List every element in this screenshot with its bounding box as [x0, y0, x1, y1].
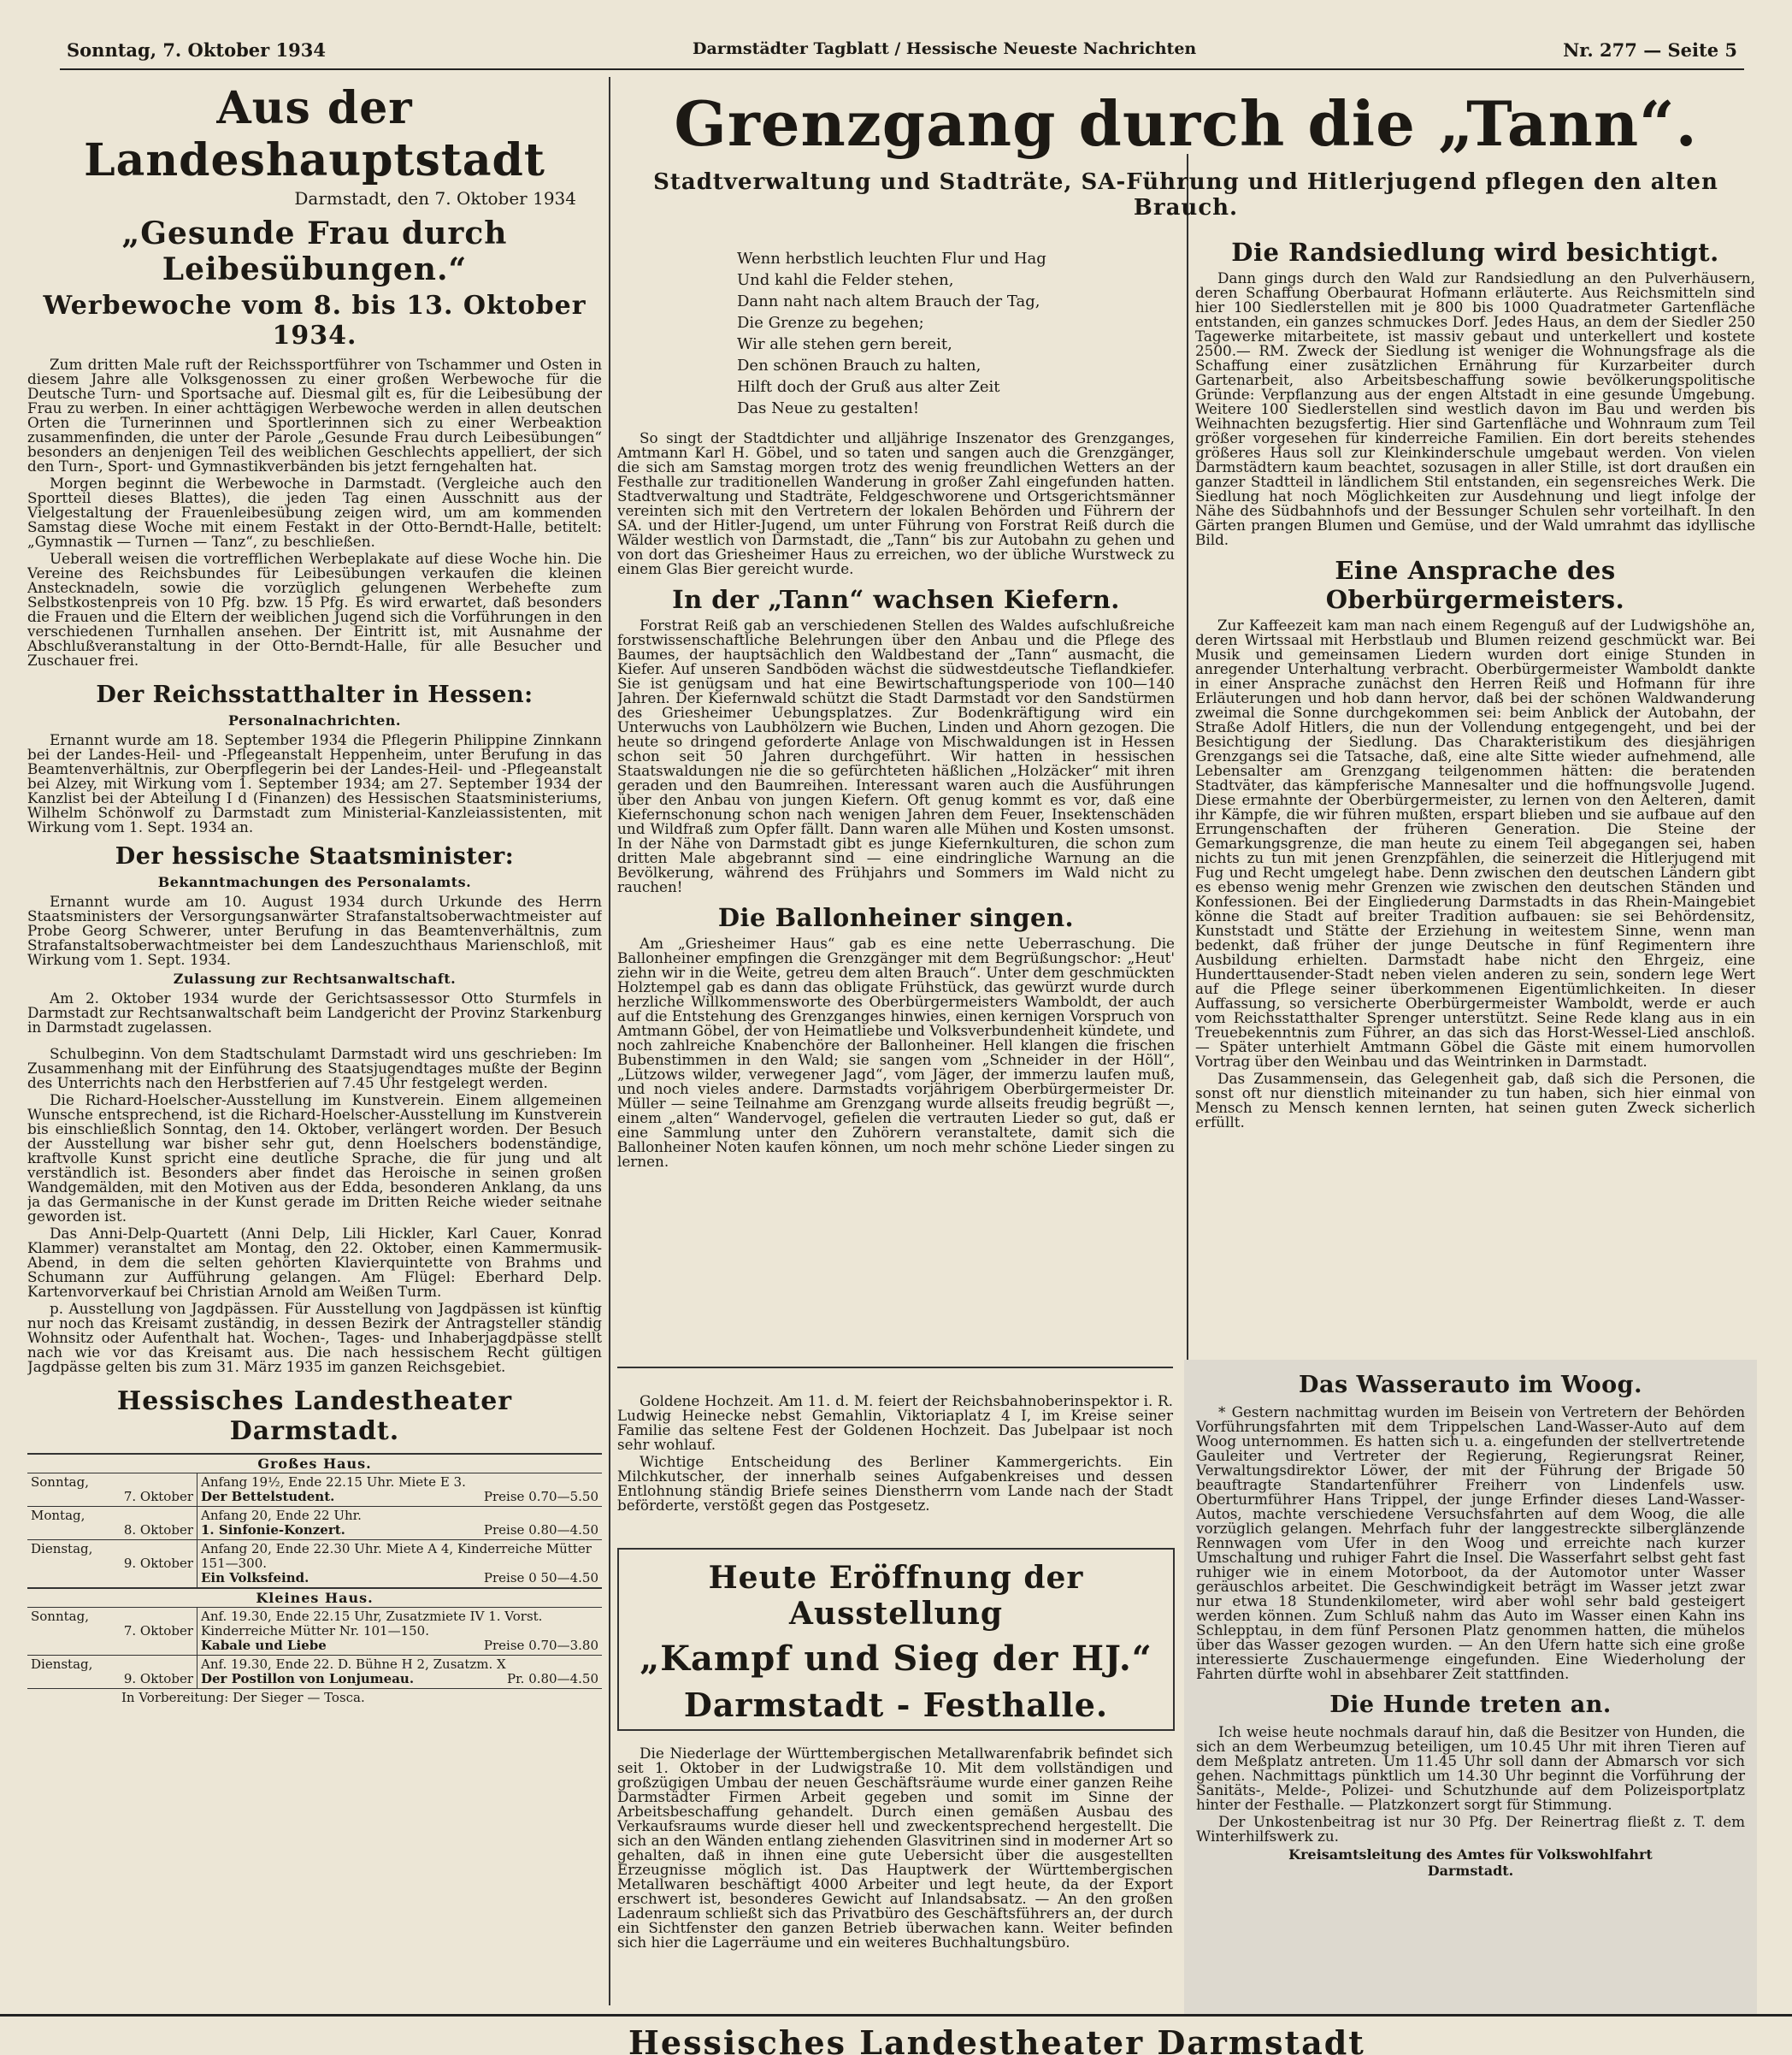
schedule-info: Anfang 20, Ende 22.30 Uhr. Miete A 4, Kinderreiche Mütter 151—300. — [201, 1541, 592, 1571]
main-subheadline: Stadtverwaltung und Stadträte, SA-Führung und Hitlerjugend pflegen den alten Brauch. — [653, 169, 1718, 221]
article-paragraph: Ueberall weisen die vortrefflichen Werbeplakate auf diese Woche hin. Die Vereine des Reichsbundes für Leibesübungen verkaufen die kleinen Anstecknadeln, sowie die vorzüglich gelungenen Werbehefte zum Selbstkostenpreis von 10 Pfg. bzw. 15 Pfg. Es wird erwartet, daß besonders die Frauen und die Eltern der weiblichen Jugend sich die Vorführungen in den verschiedenen Turnhallen ansehen. Der Eintritt ist, mit Ausnahme der Abschlußveranstaltung in der Otto-Berndt-Halle, für alle Besucher und Zuschauer frei. — [27, 550, 602, 669]
poem — [737, 248, 1175, 419]
article-paragraph: Schulbeginn. Von dem Stadtschulamt Darmstadt wird uns geschrieben: Im Zusammenhang mit der Einführung des Staatsjugendtages mußte der Beginn des Unterrichts nach den Herbstferien auf 7.45 Uhr festgelegt werden. — [27, 1045, 602, 1091]
schedule-day: Montag, — [31, 1508, 85, 1523]
schedule-play: Kabale und Liebe — [201, 1638, 327, 1653]
schedule-date: 7. Oktober — [123, 1623, 193, 1639]
article-metallwaren — [617, 1746, 1173, 2003]
heading-wasserauto: Das Wasserauto im Woog. — [1299, 1372, 1642, 1398]
article-paragraph: p. Ausstellung von Jagdpässen. Für Ausstellung von Jagdpässen ist künftig nur noch das Kreisamt zuständig, in dessen Bezirk der Antragsteller ständig Wohnsitz oder Aufenthalt hat. Wochen-, Tages- und Inhaberjagdpässe stellt nach wie vor das Kreisamt aus. Die nach hessischem Recht gültigen Jagdpässe gelten bis zum 31. März 1935 im ganzen Reichsgebiet. — [27, 1300, 602, 1375]
article-paragraph: Morgen beginnt die Werbewoche in Darmstadt. (Vergleiche auch den Sportteil dieses Blattes), die jeden Tag einen Ausschnitt aus der Vielgestaltung der Frauenleibesübung zeigen wird, um am kommenden Samstag diese Woche mit einem Festakt in der Otto-Berndt-Halle, betitelt: „Gymnastik — Turnen — Tanz“, zu beschließen. — [27, 475, 602, 550]
column-left — [27, 77, 602, 1988]
poem-line: Die Grenze zu begehen; — [737, 314, 924, 332]
ad-line-3: Darmstadt - Festhalle. — [683, 1686, 1109, 1724]
schedule-date: 8. Oktober — [123, 1522, 193, 1538]
schedule-day: Sonntag, — [31, 1609, 89, 1624]
table-row — [27, 1656, 602, 1689]
table-row — [27, 1473, 602, 1507]
heading-ansprache: Eine Ansprache des Oberbürgermeisters. — [1325, 556, 1625, 614]
schedule-play: Ein Volksfeind. — [201, 1570, 309, 1586]
schedule-info: Anf. 19.30, Ende 22. D. Bühne H 2, Zusatzm. X — [201, 1656, 506, 1672]
main-headline: Grenzgang durch die „Tann“. — [674, 87, 1698, 160]
ad-line-2: „Kampf und Sieg der HJ.“ — [640, 1639, 1152, 1679]
ad-line-1: Heute Eröffnung der Ausstellung — [708, 1560, 1084, 1632]
schedule-day: Sonntag, — [31, 1474, 89, 1490]
schedule-info: Anf. 19.30, Ende 22.15 Uhr, Zusatzmiete IV 1. Vorst. Kinderreiche Mütter Nr. 101—150. — [201, 1609, 543, 1639]
theater-preparation: In Vorbereitung: Der Sieger — Tosca. — [27, 1689, 602, 1708]
table-row — [27, 1507, 602, 1540]
heading-randsiedlung: Die Randsiedlung wird besichtigt. — [1231, 238, 1719, 267]
dateline: Darmstadt, den 7. Oktober 1934 — [294, 188, 576, 209]
schedule-play: Der Postillon von Lonjumeau. — [201, 1671, 415, 1686]
column-middle — [617, 222, 1175, 1300]
article-paragraph: Der Unkostenbeitrag ist nur 30 Pfg. Der Reinertrag fließt z. T. dem Winterhilfswerk zu. — [1196, 1813, 1745, 1845]
article-paragraph: Das Zusammensein, das Gelegenheit gab, daß sich die Personen, die sonst oft nur dienstlich miteinander zu tun haben, sich hier einmal von Mensch zu Mensch kennen lernten, hat seinen guten Zweck sicherlich erfüllt. — [1195, 1070, 1755, 1131]
theater-title: Hessisches Landestheater Darmstadt. — [116, 1386, 513, 1446]
poem-line: Und kahl die Felder stehen, — [737, 271, 954, 289]
poem-line: Wenn herbstlich leuchten Flur und Hag — [737, 250, 1046, 268]
exhibition-ad — [617, 1548, 1175, 1731]
article-paragraph: Am „Griesheimer Haus“ gab es eine nette Ueberraschung. Die Ballonheiner empfingen die Grenzgänger mit dem Begrüßungschor: „Heut' ziehn wir in die Weite, getreu dem alten Brauch“. Unter dem geschmückten Holztempel gab es dann das obligate Frühstück, das gewürzt wurde durch herzliche Willkommensworte des Oberbürgermeisters Wamboldt, der auch auf die Entstehung des Grenzganges hinwies, einen kernigen Vorspruch von Amtmann Göbel, der von Heimatliebe und Volksverbundenheit kündete, und noch zahlreiche Knabenchöre der Ballonheiner. Hell klangen die frischen Bubenstimmen in den Wald; sie sangen vom „Schneider in der Höll“, „Lützows wilder, verwegener Jagd“, vom Jäger, der immerzu laufen muß, und noch vieles andere. Darmstadts vorjährigem Oberbürgermeister Dr. Müller — seine Teilnahme am Grenzgang wurde allseits freudig begrüßt —, einem „alten“ Wandervogel, gefielen die vertrauten Lieder so gut, daß er eine Sammlung unter den Zuhörern veranstaltete, damit sich die Ballonheiner Noten kaufen können, um noch mehr schöne Lieder singen zu lernen. — [617, 935, 1175, 1170]
page-header — [60, 34, 1744, 70]
theater-section-kleines-haus: Kleines Haus. — [27, 1588, 602, 1608]
wasserauto-box — [1184, 1360, 1757, 2014]
column-rule-left — [609, 77, 610, 2005]
header-date: Sonntag, 7. Oktober 1934 — [67, 39, 326, 61]
notice-kammergericht: Wichtige Entscheidung des Berliner Kammergerichts. Ein Milchkutscher, der innerhalb seines Aufgabenkreises und dessen Entlohnung ständig Briefe seines Dienstherrn vom Lande nach der Stadt beförderte, verstößt gegen das Postgesetz. — [617, 1453, 1173, 1514]
poem-line: Hilft doch der Gruß aus alter Zeit — [737, 378, 1000, 396]
schedule-play: 1. Sinfonie-Konzert. — [201, 1522, 345, 1538]
subheading-rechtsanwaltschaft: Zulassung zur Rechtsanwaltschaft. — [173, 971, 457, 987]
article-paragraph: Zur Kaffeezeit kam man nach einem Regenguß auf der Ludwigshöhe an, deren Wirtssaal mit Herbstlaub und Blumen reizend geschmückt war. Bei Musik und gemeinsamen Liedern wurden dort einige Stunden in anregender Unterhaltung verbracht. Oberbürgermeister Wamboldt dankte in einer Ansprache zunächst den Herren Reiß und Hofmann für ihre Erläuterungen und hob dann hervor, daß bei der schönen Waldwanderung zweimal die Sonne durchgekommen sei: beim Anblick der Autobahn, der Straße Adolf Hitlers, die nun der Vollendung entgegengeht, und bei der Besichtigung der Siedlung. Das Charakteristikum des diesjährigen Grenzgangs sei die Tatsache, daß, eine alte Sitte wieder aufnehmend, alle Lebensalter am Grenzgang teilgenommen hätten: die beratenden Stadtväter, das kämpferische Mannesalter und die hoffnungsvolle Jugend. Diese ermahnte der Oberbürgermeister, zu lernen von den Aelteren, damit ihr Kämpfe, die wir führen mußten, erspart blieben und sie aufbaue auf den Errungenschaften der früheren Generation. Die Steine der Gemarkungsgrenze, die man heute zu einem Teil abgegangen sei, haben nichts zu tun mit jenen Grenzpfählen, die seinerzeit die Hitlerjugend mit Fug und Recht umgelegt habe. Denn zwischen den deutschen Ländern gibt es ebenso wenig mehr Grenzen wie zwischen den deutschen Ständen und Konfessionen. Bei der Eingliederung Darmstadts in das Rhein-Maingebiet könne die Stadt auf breiter Tradition aufbauen: sie sei Behördensitz, Kunststadt und Stätte der Erziehung in weitestem Sinne, wenn man bedenkt, daß früher der junge Deutsche in fünf Regimentern ihre Ausbildung erhielten. Darmstadt habe nicht den Ehrgeiz, eine Hunderttausender-Stadt neben vielen anderen zu sein, sondern lege Wert auf die Pflege seiner überkommenen Eigentümlichkeiten. In dieser Auffassung, so versicherte Oberbürgermeister Wamboldt, werde er auch vom Reichsstatthalter Sprenger unterstützt. Seine Rede klang aus in ein Treuebekenntnis zum Führer, an das sich das Horst-Wessel-Lied anschloß. — Später unterhielt Amtmann Göbel die Gäste mit einem humorvollen Vortrag über den Weinbau und das Weintrinken in Darmstadt. — [1195, 617, 1755, 1070]
schedule-price: Preise 0.80—4.50 — [483, 1522, 598, 1538]
poem-line: Dann naht nach altem Brauch der Tag, — [737, 292, 1040, 310]
schedule-price: Preise 0 50—4.50 — [483, 1570, 598, 1586]
table-row — [27, 1540, 602, 1589]
divider — [617, 1367, 1173, 1368]
article-paragraph: Zum dritten Male ruft der Reichssportführer von Tschammer und Osten in diesem Jahre alle Volksgenossen zu einer großen Werbewoche für die Deutsche Turn- und Sportsache auf. Diesmal gilt es, für die Leibesübung der Frau zu werben. In einer achttägigen Werbewoche werden in allen deutschen Orten die Turnerinnen und Sportlerinnen sich zu einer Werbeaktion zusammenfinden, die unter der Parole „Gesunde Frau durch Leibesübungen“ besonders an denjenigen Teil des weiblichen Geschlechts appelliert, der sich den Turn-, Sport- und Gymnastikverbänden bis jetzt ferngehalten hat. — [27, 356, 602, 475]
article-paragraph: Ernannt wurde am 18. September 1934 die Pflegerin Philippine Zinnkann bei der Landes-Heil- und -Pflegeanstalt Heppenheim, unter Berufung in das Beamtenverhältnis, zur Oberpflegerin bei der Landes-Heil- und -Pflegeanstalt bei Alzey, mit Wirkung vom 1. September 1934; am 27. September 1934 der Kanzlist bei der Abteilung I d (Finanzen) des Hessischen Staatsministeriums, Wilhelm Schönwolf zu Darmstadt zum Ministerial-Kanzleiassistenten, mit Wirkung vom 1. Sept. 1934 an. — [27, 731, 602, 836]
article-paragraph: * Gestern nachmittag wurden im Beisein von Vertretern der Behörden Vorführungsfahrten mit dem Trippelschen Land-Wasser-Auto auf dem Woog unternommen. Es hatten sich u. a. eingefunden der stellvertretende Gauleiter und Vertreter der Regierung, Regierungsrat Reiner, Verwaltungsdirektor Löwer, der mit der Führung der Brigade 50 beauftragte Standartenführer Freiherr von Lindenfels usw. Oberturmführer Hans Trippel, der junge Erfinder dieses Land-Wasser-Autos, machte verschiedene Versuchsfahrten auf dem Woog, die alle vorzüglich gelangen. Mehrfach fuhr der langgestreckte silberglänzende Rennwagen vom Ufer in den Woog und erreichte nach kurzer Umschaltung und ruhiger Fahrt die Insel. Die Wasserfahrt selbst geht fast ruhiger wie in einem Motorboot, da der Automotor unter Wasser geräuschlos arbeitet. Die Geschwindigkeit beträgt im Wasser jetzt zwar nur etwa 18 Stundenkilometer, wird aber wohl sehr bald gesteigert werden können. Zum Schluß nahm das Auto im Wasser einen Kahn ins Schlepptau, in dem fünf Personen Platz genommen hatten, die mühelos über das Wasser gezogen wurden. — An den Ufern hatte sich eine große interessierte Zuschauermenge eingefunden. Eine Wiederholung der Fahrten dürfte wohl in absehbarer Zeit stattfinden. — [1196, 1403, 1745, 1682]
schedule-play: Der Bettelstudent. — [201, 1489, 335, 1504]
notices-block — [617, 1394, 1173, 1515]
poem-line: Das Neue zu gestalten! — [737, 399, 920, 417]
schedule-day: Dienstag, — [31, 1656, 93, 1672]
schedule-info: Anfang 19½, Ende 22.15 Uhr. Miete E 3. — [201, 1474, 466, 1490]
heading-tann-kiefern: In der „Tann“ wachsen Kiefern. — [672, 585, 1120, 614]
footer-theater-title: Hessisches Landestheater Darmstadt — [628, 2023, 1365, 2055]
schedule-price: Preise 0.70—5.50 — [483, 1489, 598, 1504]
column-rule-right — [1187, 154, 1188, 1360]
theater-section-grosses-haus: Großes Haus. — [27, 1454, 602, 1473]
signature-line-1: Kreisamtsleitung des Amtes für Volkswohlfahrt — [1288, 1846, 1653, 1863]
article-paragraph: Forstrat Reiß gab an verschiedenen Stellen des Waldes aufschlußreiche forstwissenschaftliche Belehrungen über den Anbau und die Pflege des Baumes, der hauptsächlich den Waldbestand der „Tann“ ausmacht, die Kiefer. Auf unseren Sandböden wächst die südwestdeutsche Tieflandkiefer. Sie ist genügsam und hat eine Bewirtschaftungsperiode von 100—140 Jahren. Der Kiefernwald schützt die Stadt Darmstadt vor den Sandstürmen des Griesheimer Uebungsplatzes. Zur Bodenkräftigung wird ein Unterwuchs von Laubhölzern wie Buchen, Linden und Ahorn gezogen. Die heute so dringend geforderte Anlage von Mischwaldungen ist in Hessen schon seit 50 Jahren durchgeführt. Wir hatten in hessischen Staatswaldungen nie die so gefürchteten häßlichen „Holzäcker“ mit ihren geraden und den Baumreihen. Interessant waren auch die Ausführungen über den Anbau von jungen Kiefern. Oft genug kommt es vor, daß eine Kiefernschonung schon nach wenigen Jahren dem Feuer, Insektenschäden und Wildfraß zum Opfer fällt. Dann waren alle Mühen und Kosten umsonst. In der Nähe von Darmstadt gibt es junge Kiefernkulturen, die schon zum dritten Male abgebrannt sind — eine eindringliche Warnung an die Bevölkerung, während des Frühjahrs und Sommers im Wald nicht zu rauchen! — [617, 617, 1175, 895]
heading-staatsminister: Der hessische Staatsminister: — [115, 843, 515, 870]
footer-banner — [0, 2014, 1792, 2055]
schedule-date: 9. Oktober — [123, 1556, 193, 1571]
article-paragraph: Dann gings durch den Wald zur Randsiedlung an den Pulverhäusern, deren Schaffung Oberbaurat Hofmann erläuterte. Aus Reichsmitteln sind hier 100 Siedlerstellen mit je 800 bis 1000 Quadratmeter Gartenfläche entstanden, ein ganzes schmuckes Dorf. Jedes Haus, an dem der Siedler 250 Tagewerke mitarbeitete, ist massiv gebaut und unterkellert und kostete 2500.— RM. Zweck der Siedlung ist weniger die Wohnungsfrage als die Schaffung einer zusätzlichen Ernährung für Kurzarbeiter durch Gartenarbeit, also Arbeitsbeschaffung sowie bevölkerungspolitische Gründe: Verpflanzung aus der engen Altstadt in eine gesunde Umgebung. Weitere 100 Siedlerstellen sind westlich davon im Bau und werden bis Weihnachten bezugsfertig. Hier sind Gartenfläche und Wohnraum zum Teil größer vorgesehen für kinderreiche Familien. Ein dort bereits stehendes größeres Haus soll zur Kleinkinderschule umgebaut werden. Von vielen Darmstädtern kaum beachtet, sozusagen in aller Stille, ist dort draußen ein ganzer Stadtteil in ländlichem Stil entstanden, ein segensreiches Werk. Die Siedlung hat noch Möglichkeiten zur Ausdehnung und liegt infolge der Nähe des Südbahnhofs und der Bessunger Schulen sehr vorteilhaft. In den Gärten prangen Blumen und Gemüse, und der Wald umrahmt das idyllische Bild. — [1195, 269, 1755, 548]
article-paragraph: Ich weise heute nochmals darauf hin, daß die Besitzer von Hunden, die sich an dem Werbeumzug beteiligen, um 10.45 Uhr mit ihren Tieren auf dem Meßplatz antreten. Um 11.45 Uhr soll dann der Abmarsch vor sich gehen. Nachmittags pünktlich um 14.30 Uhr beginnt die Vorführung der Sanitäts-, Melde-, Polizei- und Schutzhunde auf dem Polizeisportplatz hinter der Festhalle. — Platzkonzert sorgt für Stimmung. — [1196, 1723, 1745, 1813]
article-paragraph: Die Richard-Hoelscher-Ausstellung im Kunstverein. Einem allgemeinen Wunsche entsprechend, ist die Richard-Hoelscher-Ausstellung im Kunstverein bis einschließlich Sonntag, den 14. Oktober, verlängert worden. Der Besuch der Ausstellung war bisher sehr gut, denn Hoelschers bodenständige, kraftvolle Kunst spricht eine deutliche Sprache, die für jung und alt verständlich ist. Besonders aber findet das Heroische in seinen großen Wandgemälden, mit den Motiven aus der Edda, besonderen Anklang, da uns ja das Germanische in der Kunst gerade im Dritten Reiche wieder seitnahe geworden ist. — [27, 1091, 602, 1225]
signature-line-2: Darmstadt. — [1427, 1863, 1514, 1879]
poem-line: Wir alle stehen gern bereit, — [737, 335, 952, 353]
article-paragraph: So singt der Stadtdichter und alljährige Inszenator des Grenzganges, Amtmann Karl H. Göbel, und so taten und sangen auch die Grenzgänger, die sich am Samstag morgen trotz des wenig freundlichen Wetters an der Festhalle zur traditionellen Wanderung in großer Zahl eingefunden hatten. Stadtverwaltung und Stadträte, Feldgeschworene und Ortsgerichtsmänner vereinten sich mit den Vertretern der lokalen Behörden und Führern der SA. und der Hitler-Jugend, um unter Führung von Forstrat Reiß durch die Wälder westlich von Darmstadt, die „Tann“ bis zur Autobahn zu gehen und von dort das Griesheimer Haus zu erreichen, wo der übliche Wurstweck zu einem Glas Bier gereicht wurde. — [617, 429, 1175, 577]
article-paragraph: Am 2. Oktober 1934 wurde der Gerichtsassessor Otto Sturmfels in Darmstadt zur Rechtsanwaltschaft beim Landgericht der Provinz Starkenburg in Darmstadt zugelassen. — [27, 989, 602, 1036]
theater-schedule-table — [27, 1453, 602, 1707]
article-paragraph: Das Anni-Delp-Quartett (Anni Delp, Lili Hickler, Karl Cauer, Konrad Klammer) veranstaltet am Montag, den 22. Oktober, einen Kammermusik-Abend, in dem die selten gehörten Klavierquintette von Brahms und Schumann zur Aufführung gelangen. Am Flügel: Eberhard Delp. Kartenvorverkauf bei Christian Arnold am Weißen Turm. — [27, 1225, 602, 1300]
heading-hunde: Die Hunde treten an. — [1329, 1692, 1612, 1718]
poem-line: Den schönen Brauch zu halten, — [737, 357, 981, 375]
subheading-personalamt: Bekanntmachungen des Personalamts. — [157, 874, 472, 890]
article-paragraph: Ernannt wurde am 10. August 1934 durch Urkunde des Herrn Staatsministers der Versorgungsanwärter Strafanstaltsoberwachtmeister auf Probe Georg Schwerer, unter Berufung in das Beamtenverhältnis, zum Strafanstaltsoberwachtmeister bei dem Landeszuchthaus Marienschloß, mit Wirkung vom 1. Sept. 1934. — [27, 893, 602, 968]
schedule-date: 9. Oktober — [123, 1671, 193, 1686]
schedule-price: Pr. 0.80—4.50 — [507, 1671, 598, 1686]
article-subtitle-werbewoche: Werbewoche vom 8. bis 13. Oktober 1934. — [43, 291, 587, 351]
column-right — [1195, 222, 1755, 1351]
notice-goldene-hochzeit: Goldene Hochzeit. Am 11. d. M. feiert der Reichsbahnoberinspektor i. R. Ludwig Heinecke nebst Gemahlin, Viktoriaplatz 4 I, im Kreise seiner Familie das seltene Fest der Goldenen Hochzeit. Das Jubelpaar ist noch sehr wohlauf. — [617, 1392, 1173, 1453]
schedule-info: Anfang 20, Ende 22 Uhr. — [201, 1508, 362, 1523]
article-title-frau: „Gesunde Frau durch Leibesübungen.“ — [121, 216, 508, 287]
schedule-date: 7. Oktober — [123, 1489, 193, 1504]
subheading-personalnachrichten: Personalnachrichten. — [228, 712, 401, 729]
section-title: Aus der Landeshauptstadt — [84, 82, 545, 186]
table-row — [27, 1608, 602, 1656]
header-paper-title: Darmstädter Tagblatt / Hessische Neueste Nachrichten — [693, 39, 1197, 58]
schedule-price: Preise 0.70—3.80 — [483, 1638, 598, 1653]
heading-ballonheiner: Die Ballonheiner singen. — [717, 903, 1075, 932]
main-headline-block — [617, 86, 1754, 221]
heading-reichsstatthalter: Der Reichsstatthalter in Hessen: — [96, 682, 533, 708]
schedule-day: Dienstag, — [31, 1541, 93, 1556]
article-paragraph: Die Niederlage der Württembergischen Metallwarenfabrik befindet sich seit 1. Oktober in der Ludwigstraße 10. Mit dem vollständigen und großzügigen Umbau der neuen Geschäftsräume wurde einer ganzen Reihe Darmstädter Firmen Arbeit gegeben und somit im Sinne der Arbeitsbeschaffung gehandelt. Durch einen gemäßen Ausbau des Verkaufsraums wurde dieser hell und zweckentsprechend hergestellt. Die sich an den Wänden entlang ziehenden Glasvitrinen sind in moderner Art so gehalten, daß in ihnen eine gute Uebersicht über die ausgestellten Erzeugnisse möglich ist. Das Hauptwerk der Württembergischen Metallwaren beschäftigt 4000 Arbeiter und legt heute, da der Export erschwert ist, besonderes Gewicht auf Inlandsabsatz. — An den großen Ladenraum schließt sich das Privatbüro des Geschäftsführers an, der durch ein Sichtfenster den ganzen Betrieb überwachen kann. Weiter befinden sich hier die Lagerräume und ein weiteres Buchhaltungsbüro. — [617, 1746, 1173, 1951]
header-page-number: Nr. 277 — Seite 5 — [1563, 39, 1737, 61]
